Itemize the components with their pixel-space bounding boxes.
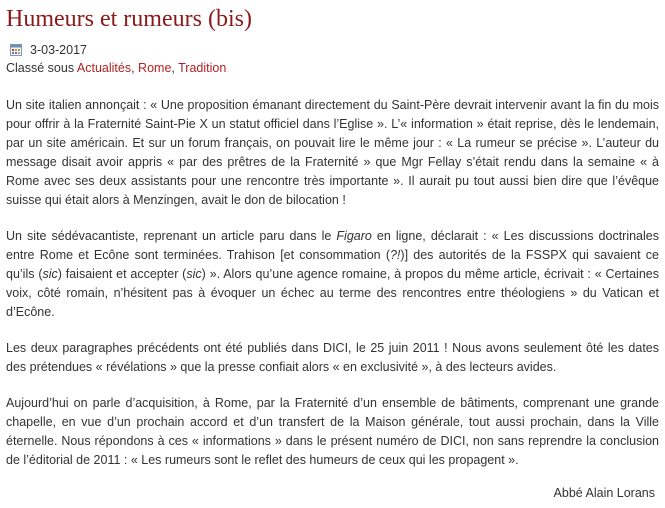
article-body [6, 96, 659, 470]
category-link-actualites[interactable]: Actualités [76, 61, 132, 75]
sic-italic: sic [42, 267, 58, 281]
article-title: Humeurs et rumeurs (bis) [6, 6, 252, 32]
category-separator: , [171, 61, 179, 75]
filed-under-label: Classé sous [6, 61, 75, 75]
paragraph-1: Un site italien annonçait : « Une proposition émanant directement du Saint-Père devrait intervenir avant la fin du mois pour offrir à la Fraternité Saint-Pie X un statut officiel dans l’Eglise ». L’« information » était reprise, dès le lendemain, par un site américain. Et sur un forum français, on pouvait lire le même jour : « La rumeur se précise ». L’auteur du message disait avoir appris « par des prêtres de la Fraternité » que Mgr Fellay s’était rendu dans la semaine « à Rome avec ses deux assistants pour une rencontre très importante ». Il aurait pu tout aussi bien dire que l’évêque suisse qui était alors à Menzingen, avait le don de bilocation ! [6, 98, 659, 207]
calendar-icon [10, 44, 22, 56]
category-link-rome[interactable]: Rome [138, 61, 172, 75]
paragraph-2: Un site sédévacantiste, reprenant un article paru dans le Figaro en ligne, déclarait : « Les discussions doctrinales entre Rome et Ecône sont terminées. Trahison [et consommation (?!)] des autorités de la FSSPX qui savaient ce qu’ils (sic) faisaient et accepter (sic) ». Alors qu’une agence romaine, à propos du même article, écrivait : « Certaines voix, côté romain, n’hésitent pas à évoquer un échec au terme des rencontres entre théologiens » du Vatican et d’Ecône. [6, 229, 659, 319]
paragraph-4: Aujourd’hui on parle d’acquisition, à Rome, par la Fraternité d’un ensemble de bâtiments, comprenant une grande chapelle, en vue d’un prochain accord et d’un transfert de la Maison générale, tout aussi prochain, dans la Ville éternelle. Nous répondons à ces « informations » dans le présent numéro de DICI, non sans reprendre la conclusion de l’éditorial de 2011 : « Les rumeurs sont le reflet des humeurs de ceux qui les propagent ». [6, 396, 659, 467]
category-separator: , [131, 61, 139, 75]
post-date-text: 3-03-2017 [30, 43, 87, 57]
category-line [6, 60, 659, 77]
figaro-italic: Figaro [336, 229, 372, 243]
author-signature: Abbé Alain Lorans [553, 486, 655, 500]
sic-italic: sic [186, 267, 202, 281]
post-date [6, 42, 659, 58]
exclamation-italic: ?! [389, 248, 401, 262]
category-link-tradition[interactable]: Tradition [178, 61, 227, 75]
paragraph-3: Les deux paragraphes précédents ont été publiés dans DICI, le 25 juin 2011 ! Nous avons seulement ôté les dates des prétendues « révélations » que la presse confiait alors « en exclusivité », à des lecteurs avides. [6, 341, 659, 374]
